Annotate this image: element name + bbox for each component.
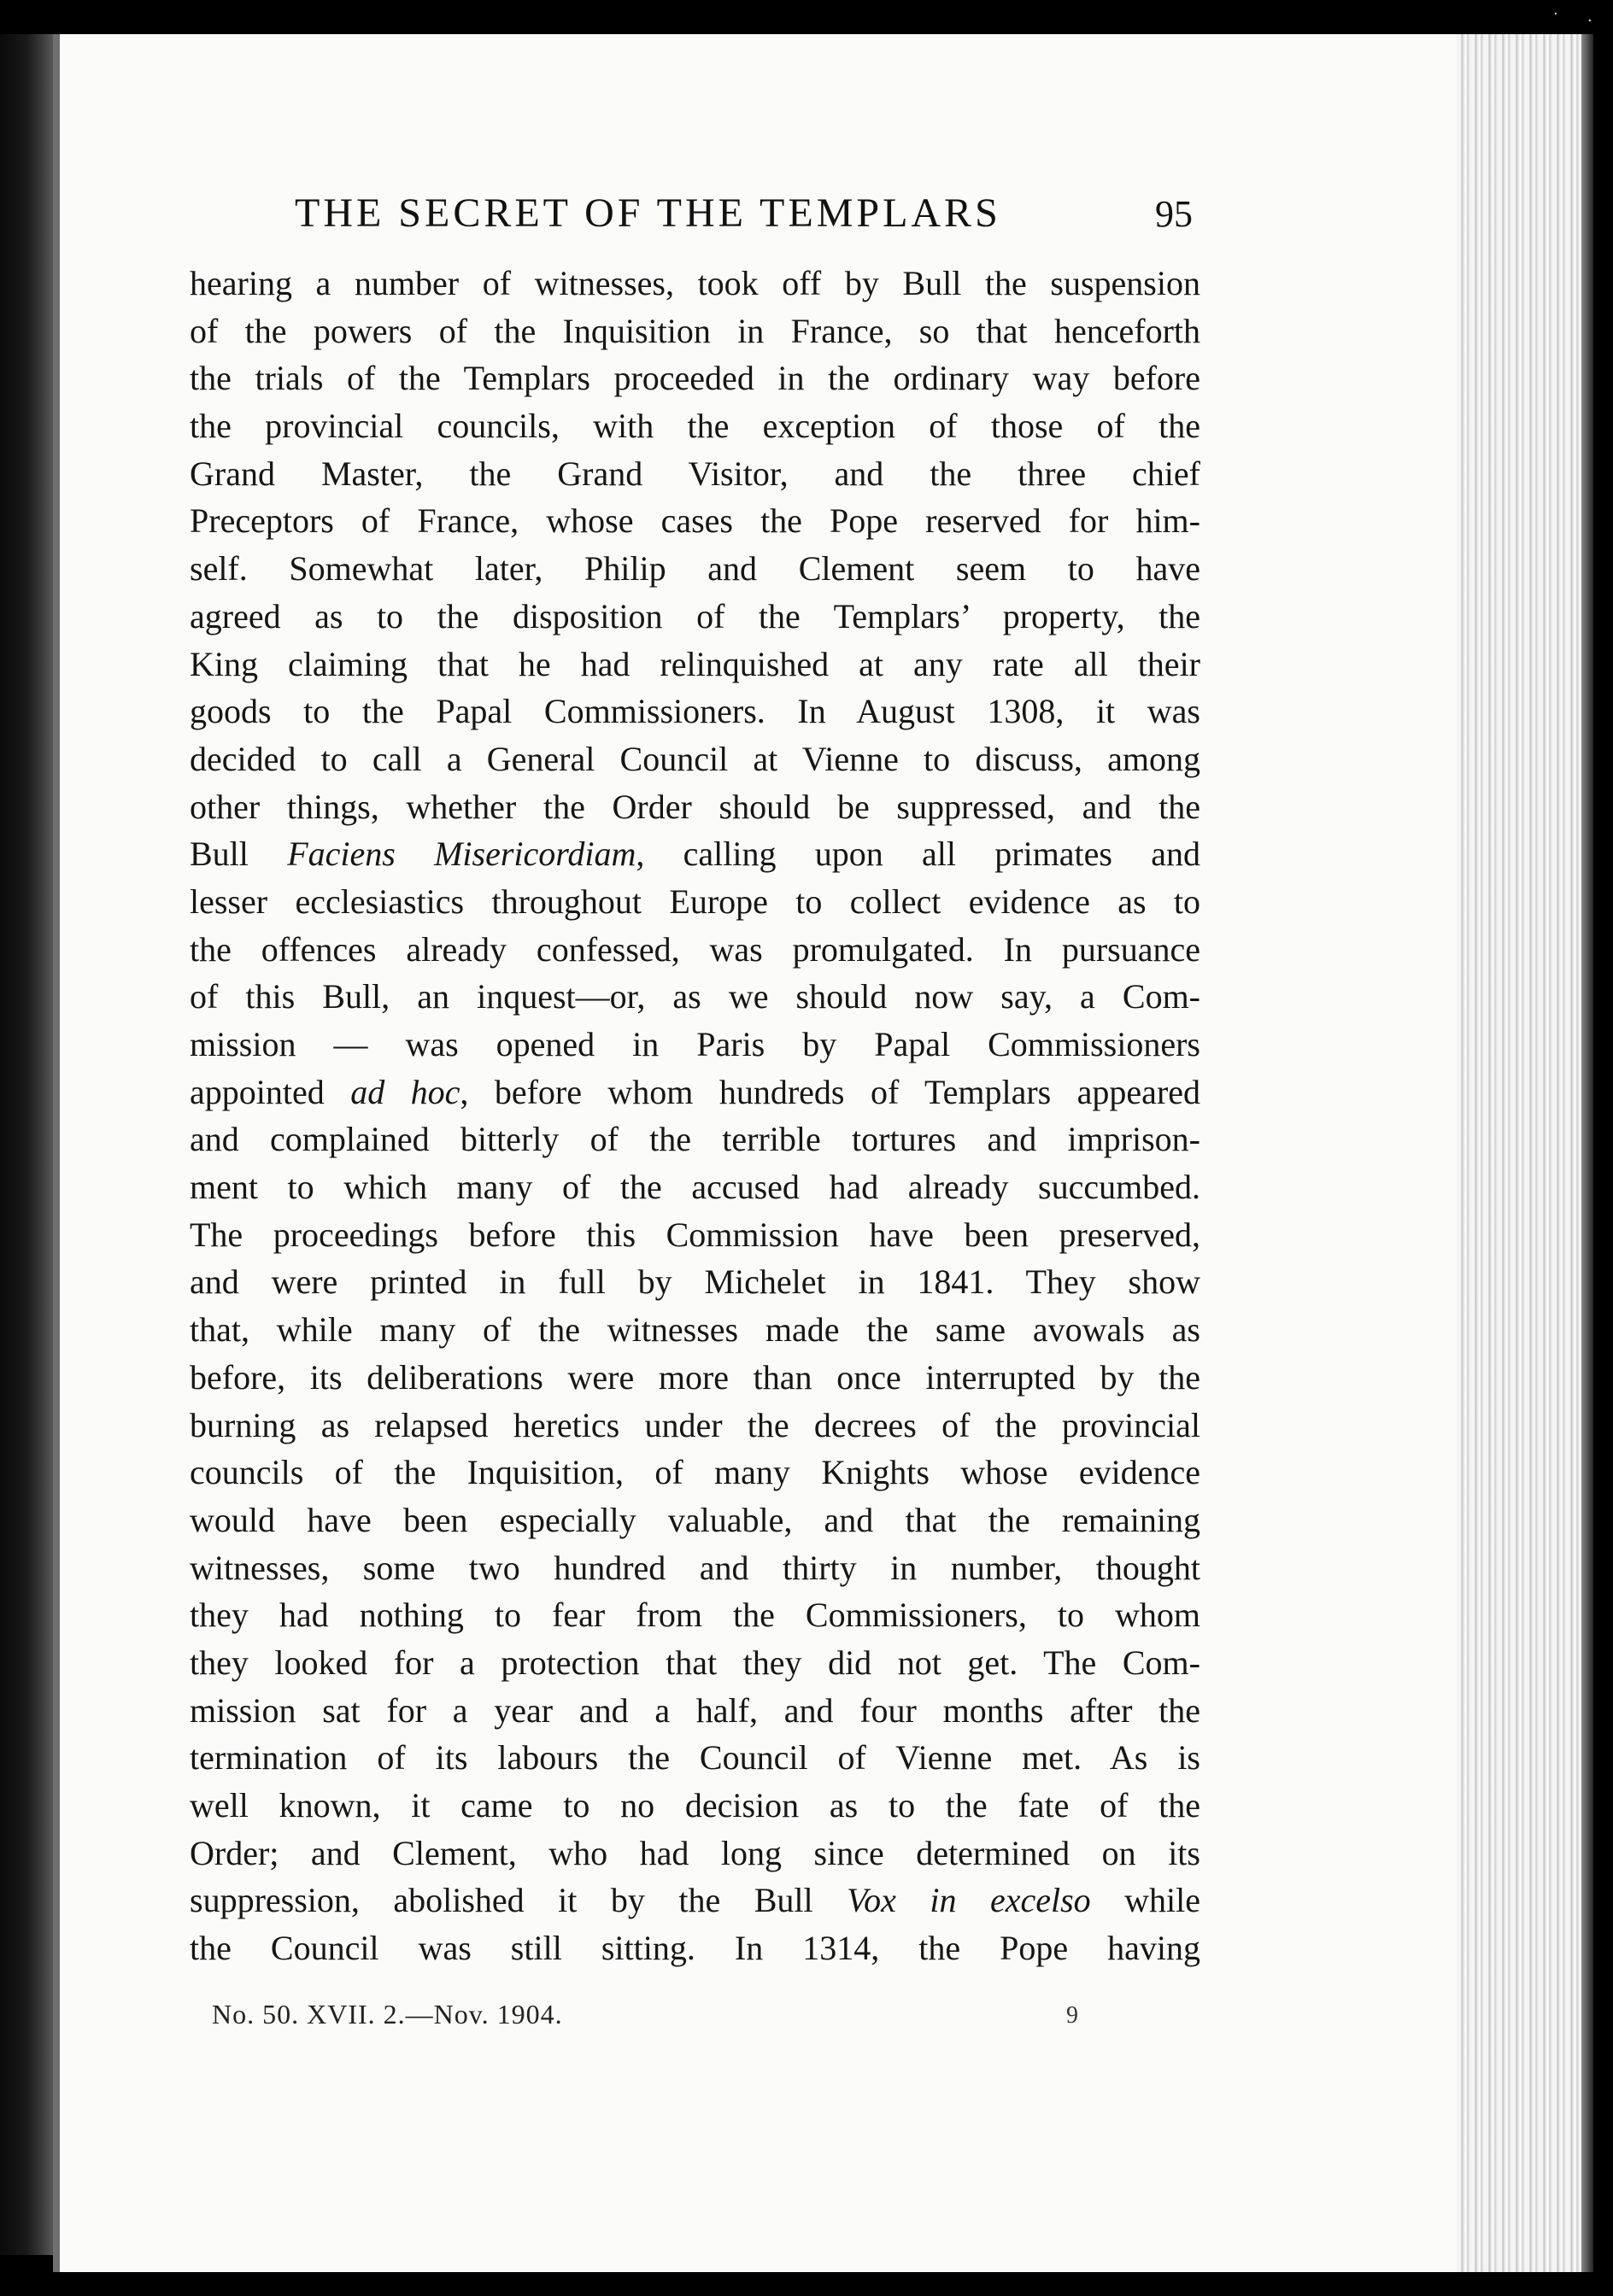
text-line: councils of the Inquisition, of many Knights whose evidence: [190, 1453, 1200, 1492]
text-line: self. Somewhat later, Philip and Clement seem to have: [190, 549, 1200, 589]
text-line: witnesses, some two hundred and thirty in number, thought: [190, 1548, 1200, 1587]
scan-speck: ·: [1553, 5, 1558, 23]
running-header: [295, 190, 1205, 237]
text-line: they looked for a protection that they did not get. The Com-: [190, 1643, 1200, 1682]
text-line: burning as relapsed heretics under the decrees of the provincial: [190, 1405, 1200, 1444]
text-line: suppression, abolished it by the Bull Vox in excelso while: [190, 1881, 1201, 1920]
text-line: goods to the Papal Commissioners. In August 1308, it was: [190, 692, 1200, 731]
italic-phrase: Faciens Misericordiam: [287, 835, 636, 874]
text-line: Grand Master, the Grand Visitor, and the three chief: [190, 454, 1200, 493]
text-line: mission sat for a year and a half, and four months after the: [190, 1690, 1200, 1730]
text-line: agreed as to the disposition of the Templars’ property, the: [190, 596, 1200, 636]
book-binding-left: [0, 34, 60, 2255]
text-line: appointed ad hoc, before whom hundreds of Templars appeared: [190, 1072, 1201, 1111]
text-line: King claiming that he had relinquished at any rate all their: [190, 644, 1200, 683]
text-line: termination of its labours the Council of Vienne met. As is: [190, 1738, 1200, 1778]
text-line: ment to which many of the accused had already succumbed.: [190, 1168, 1200, 1207]
text-line: would have been especially valuable, and that the remaining: [190, 1500, 1200, 1539]
body-text: [190, 260, 1200, 1972]
text-line: lesser ecclesiastics throughout Europe to collect evidence as to: [190, 882, 1200, 921]
text-line: the trials of the Templars proceeded in the ordinary way before: [190, 359, 1200, 398]
scan-speck: ·: [1587, 12, 1592, 30]
text-line: The proceedings before this Commission have been preserved,: [190, 1215, 1200, 1254]
page-number: 95: [1155, 193, 1193, 235]
text-line: of the powers of the Inquisition in France, so that henceforth: [190, 311, 1200, 350]
text-line: of this Bull, an inquest—or, as we should now say, a Com-: [190, 977, 1200, 1016]
text-line: before, its deliberations were more than once interrupted by the: [190, 1357, 1200, 1397]
running-title: THE SECRET OF THE TEMPLARS: [295, 190, 1001, 236]
text-line: mission — was opened in Paris by Papal Commissioners: [190, 1025, 1200, 1063]
text-line: well known, it came to no decision as to the fate of the: [190, 1786, 1200, 1824]
text-line: decided to call a General Council at Vienne to discuss, among: [190, 739, 1200, 778]
text-line: the provincial councils, with the exception of those of the: [190, 407, 1200, 446]
text-line: Bull Faciens Misericordiam, calling upon all primates and: [190, 835, 1201, 874]
text-line: and complained bitterly of the terrible tortures and imprison-: [190, 1120, 1200, 1159]
signature-mark: 9: [1066, 2002, 1078, 2029]
text-line: Preceptors of France, whose cases the Pope reserved for him-: [190, 501, 1200, 541]
text-line: Order; and Clement, who had long since determined on its: [190, 1833, 1200, 1872]
signature-line: No. 50. XVII. 2.—Nov. 1904.: [212, 1999, 563, 2030]
text-line: the offences already confessed, was promulgated. In pursuance: [190, 929, 1200, 969]
text-line: and were printed in full by Michelet in 1841. They show: [190, 1262, 1200, 1302]
text-line: the Council was still sitting. In 1314, the Pope having: [190, 1929, 1200, 1968]
page-block-edges: [1457, 34, 1593, 2272]
text-line: they had nothing to fear from the Commissioners, to whom: [190, 1596, 1200, 1635]
text-line: other things, whether the Order should be suppressed, and the: [190, 787, 1200, 826]
text-line: that, while many of the witnesses made the same avowals as: [190, 1310, 1200, 1350]
text-line: hearing a number of witnesses, took off by Bull the suspension: [190, 264, 1200, 302]
italic-phrase: ad hoc: [350, 1072, 460, 1111]
italic-phrase: Vox in excelso: [847, 1881, 1091, 1920]
